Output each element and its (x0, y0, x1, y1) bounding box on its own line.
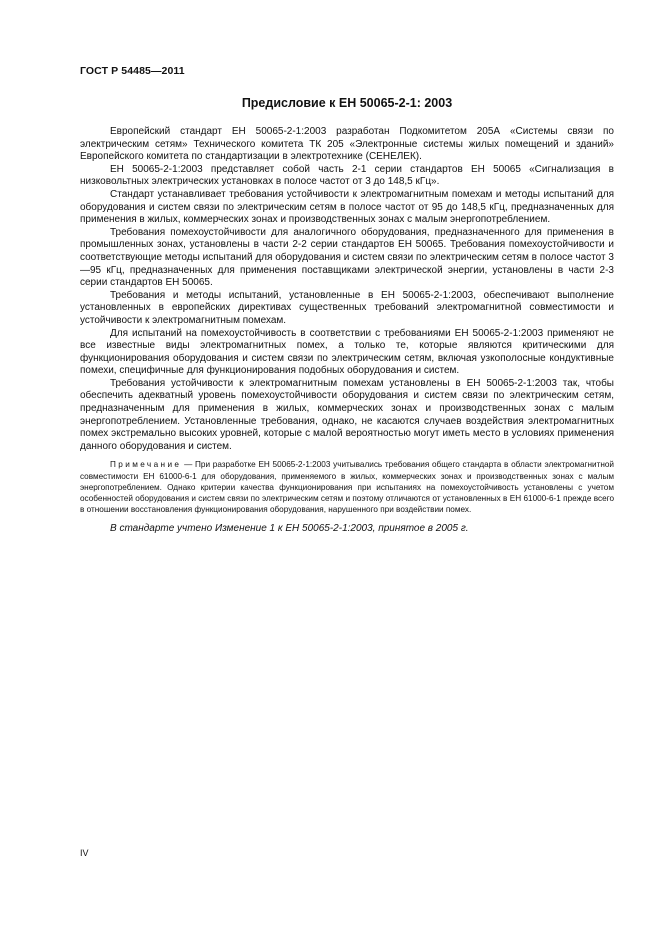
preface-body (80, 126, 614, 536)
note-label: Примечание (110, 460, 182, 470)
paragraph-series: ЕН 50065-2-1:2003 представляет собой часть 2-1 серии стандартов ЕН 50065 «Сигнализация в низковольтных электрических установках в полосе частот от 3 до 148,5 кГц». (80, 163, 614, 188)
note-block (80, 459, 614, 515)
preface-title: Предисловие к ЕН 50065-2-1: 2003 (241, 96, 453, 110)
note-text: — При разработке ЕН 50065-2-1:2003 учитывались требования общего стандарта в области электромагнитной совместимости ЕН 61000-6-1 для оборудования, применяемого в жилых, коммерческих зонах и производственных зонах с малым энергопотреблением. Однако критерии качества функционирования при испытаниях на помехоустойчивость установлены с учетом особенностей оборудования и систем связи по электрическим сетям и поэтому отличаются от установленных в ЕН 61000-6-1 прежде всего в отношении восстановления функционирования оборудования, нарушенного при воздействии помех. (80, 460, 614, 515)
paragraph-directives: Требования и методы испытаний, установленные в ЕН 50065-2-1:2003, обеспечивают выполнение установленных в европейских директивах существенных требований электромагнитной совместимости и устойчивости к электромагнитным помехам. (80, 289, 614, 326)
paragraph-origin: Европейский стандарт ЕН 50065-2-1:2003 разработан Подкомитетом 205А «Системы связи по электрическим сетям» Технического комитета ТК 205 «Электронные системы жилых помещений и зданий» Европейского комитета по стандартизации в электротехнике (СЕНЕЛЕК). (80, 126, 614, 163)
standard-id-header: ГОСТ Р 54485—2011 (80, 65, 185, 77)
amendment-line: В стандарте учтено Изменение 1 к ЕН 50065-2-1:2003, принятое в 2005 г. (110, 523, 469, 535)
paragraph-test-phenomena: Для испытаний на помехоустойчивость в соответствии с требованиями ЕН 50065-2-1:2003 применяют не все известные виды электромагнитных помех, а только те, которые являются критическими для функционирования оборудования и систем связи по электрическим сетям, включая узкополосные кондуктивные помехи, специфичные для функционирования подобных оборудования и систем. (80, 327, 614, 377)
paragraph-immunity-level: Требования устойчивости к электромагнитным помехам установлены в ЕН 50065-2-1:2003 так, чтобы обеспечить адекватный уровень помехоустойчивости оборудования и систем связи по электрическим сетям, предназначенным для применения в жилых, коммерческих зонах и производственных зонах с малым энергопотреблением. Установленные требования, однако, не касаются случаев воздействия электромагнитных помех экстремально высоких уровней, которые с малой вероятностью могут иметь место в условиях применения данного оборудования и систем. (80, 377, 614, 452)
page-number: IV (80, 848, 89, 858)
paragraph-related-parts: Требования помехоустойчивости для аналогичного оборудования, предназначенного для применения в промышленных зонах, установлены в части 2-2 серии стандартов ЕН 50065. Требования помехоустойчивости и соответствующие методы испытаний для оборудования и систем связи по электрическим сетям в полосе частот 3—95 кГц, предназначенных для применения поставщиками электрической энергии, установлены в части 2-3 серии стандартов ЕН 50065. (80, 226, 614, 289)
paragraph-scope: Стандарт устанавливает требования устойчивости к электромагнитным помехам и методы испытаний для оборудования и систем связи по электрическим сетям в полосе частот от 95 до 148,5 кГц, предназначенных для применения в жилых, коммерческих зонах и производственных зонах с малым энергопотреблением. (80, 188, 614, 226)
